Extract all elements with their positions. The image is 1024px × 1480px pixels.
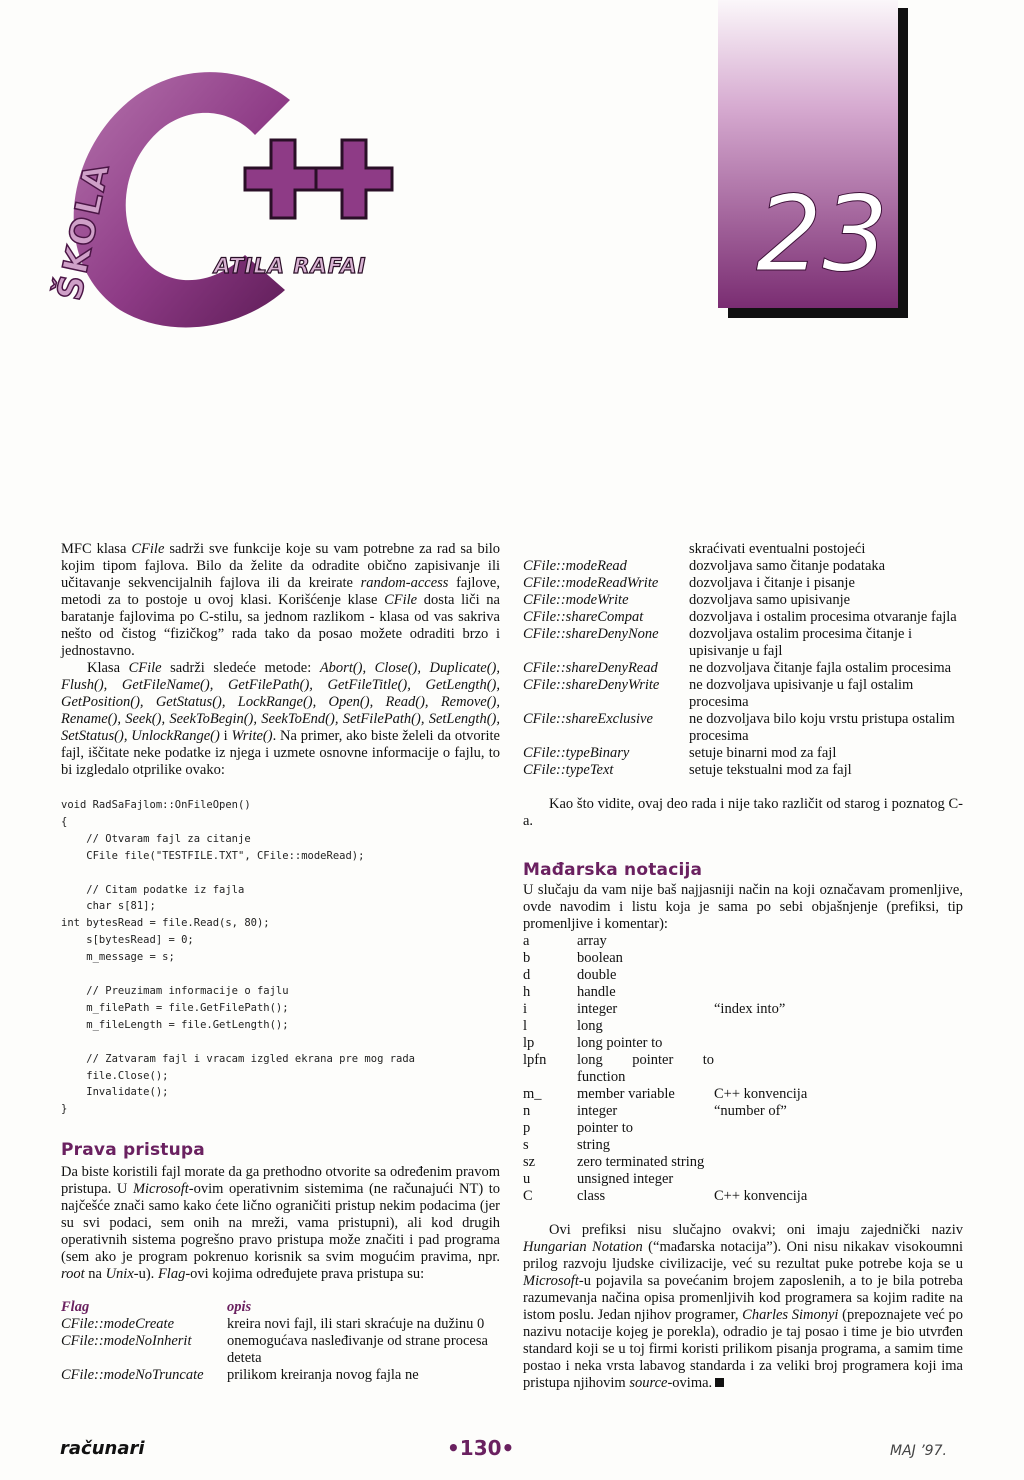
table-row	[523, 1086, 807, 1103]
mode-flag-name: CFile::shareCompat	[523, 609, 644, 625]
flag-name: CFile::modeNoTruncate	[61, 1367, 204, 1384]
table-row	[523, 1137, 807, 1154]
prefix-prefix: m_	[523, 1086, 542, 1102]
prefix-prefix: l	[523, 1018, 528, 1034]
mode-flag-name: CFile::shareExclusive	[523, 711, 653, 727]
mode-description: ne dozvoljava upisivanje u fajl ostalim procesima	[689, 677, 914, 710]
table-row	[523, 711, 963, 745]
flag-description: onemogućava nasleđivanje od strane procesa deteta	[227, 1333, 488, 1367]
plus-signs	[245, 140, 392, 218]
mode-flag-name: CFile::shareDenyWrite	[523, 677, 660, 693]
prefix-prefix: b	[523, 950, 531, 966]
table-row	[523, 762, 963, 779]
prefix-prefix: lpfn	[523, 1052, 547, 1068]
prefix-comment	[714, 984, 807, 1001]
prefix-type: integer	[577, 1103, 618, 1119]
table-row	[523, 745, 963, 762]
table-row	[523, 1052, 807, 1086]
prava-pristupa-paragraph: Da biste koristili fajl morate da ga prethodno otvorite sa određenim pravom pristupa. U Microsoft-ovim operativnim sistemima (ne računajući NT) to najčešće znači samo kako ćete lično ograničiti pristup nekim podacima (jer su svi podaci, sem onih na mreži, vama pristupni), ali kod drugih operativnih sistema pogrešno pravo pristupa može značiti i pad programa (sem ako je program pokrenuo korisnik sa svim mogućim pravima, npr. root na Unix-u). Flag-ovi kojima određujete prava pristupa su:	[61, 1164, 500, 1283]
prefix-comment: C++ konvencija	[714, 1086, 808, 1102]
mode-description: setuje binarni mod za fajl	[689, 745, 837, 761]
intro-paragraph-1: MFC klasa CFile sadrži sve funkcije koje su vam potrebne za rad sa bilo kojim tipom fajlova. Bilo da želite da odradite obično zapisivanje ili učitavanje sekvencijalnih fajlova ili da kreirate random-access fajlove, metodi za to postoje u ovoj klasi. Korišćenje klase CFile dosta liči na baratanje fajlovima po C-stilu, sa jednom razlikom - klasa od vas sakriva nešto od čistog “fizičkog” rada tako da posao možete odraditi brzo i jednostavno.	[61, 541, 501, 659]
flag-column-header: Flag	[61, 1299, 90, 1316]
prefix-type: unsigned integer	[577, 1171, 674, 1187]
mode-flag-name: CFile::shareDenyNone	[523, 626, 659, 642]
prefix-comment	[714, 1154, 807, 1171]
prefix-comment: “number of”	[714, 1103, 787, 1119]
footer-magazine-name: računari	[60, 1438, 145, 1459]
prefix-prefix: d	[523, 967, 531, 983]
prefix-prefix: sz	[523, 1154, 536, 1170]
skola-cpp-logo	[40, 40, 400, 330]
code-listing: void RadSaFajlom::OnFileOpen() { // Otvaram fajl za citanje CFile file("TESTFILE.TXT", CFile::modeRead); // Citam podatke iz fajla char s[81]; int bytesRead = file.Read(s, 80); s[bytesRead] = 0; m_message = s; // Preuzimam informacije o fajlu m_filePath = file.GetFilePath(); m_fileLength = file.GetLength(); // Zatvaram fajl i vracam izgled ekrana pre mog rada file.Close(); Invalidate(); }	[61, 799, 416, 1116]
issue-number: 23	[756, 173, 889, 295]
mode-description: dozvoljava samo upisivanje	[689, 592, 851, 608]
section-heading-prava-pristupa: Prava pristupa	[61, 1140, 205, 1161]
prefix-comment	[714, 950, 807, 967]
mode-flag-name: CFile::typeBinary	[523, 745, 630, 761]
end-of-article-mark	[715, 1378, 724, 1387]
notation-intro-paragraph: U slučaju da vam nije baš najjasniji način na koji označavam promenljive, ovde navodim i listu koja je sama po sebi objašnjenje (prefiksi, tip promenljive i komentar):	[523, 882, 963, 932]
prefix-prefix: s	[523, 1137, 529, 1153]
table-row	[523, 1188, 807, 1205]
prefix-comment	[714, 1171, 807, 1188]
prefix-comment	[714, 1137, 807, 1154]
table-row	[523, 984, 807, 1001]
prefix-prefix: u	[523, 1171, 531, 1187]
table-row	[61, 1333, 500, 1367]
prefix-comment: C++ konvencija	[714, 1188, 808, 1204]
flags-table-header	[61, 1299, 500, 1316]
prefix-prefix: p	[523, 1120, 531, 1136]
closing-text: Ovi prefiksi nisu slučajno ovakvi; oni imaju zajednički naziv Hungarian Notation (“mađarska notacija”). Oni nisu nikakav visokoumni prilog razvoju ljudske civilizacije, već su rezultat puke potrebe koja se u Microsoft-u pojavila sa povećanim brojem zaposlenih, a to je bila potreba razumevanja načina opisa promenljivih kod programera sa kojim radite na istom poslu. Jedan njihov programer, Charles Simonyi (prepoznajete već po nazivu notacije kojeg je porekla), odradio je taj posao i time je bio utvrđen standard koji se u toj firmi koristi prilikom pisanja programa, a samim time postao i neka vrsta labavog standarda i za veliki broj programera koji ima pristupa njihovim source-ovima.	[523, 1222, 964, 1391]
author-art: ATILA RAFAI	[214, 254, 367, 278]
prefix-comment	[714, 1120, 807, 1137]
table-row	[523, 1154, 807, 1171]
prefix-type: member variable	[577, 1086, 675, 1102]
mode-description: dozvoljava ostalim procesima čitanje i upisivanje u fajl	[689, 626, 913, 659]
mode-description: ne dozvoljava čitanje fajla ostalim procesima	[689, 660, 952, 676]
right-column	[523, 541, 963, 1392]
prefix-comment	[714, 967, 807, 984]
table-row	[523, 1120, 807, 1137]
prefix-type: handle	[577, 984, 616, 1000]
table-row	[61, 1367, 500, 1384]
prefix-type: long	[577, 1018, 603, 1034]
table-row	[523, 1001, 807, 1018]
prefix-type: long pointer to function	[577, 1052, 714, 1085]
mode-description: dozvoljava samo čitanje podataka	[689, 558, 886, 574]
mode-flag-name: CFile::shareDenyRead	[523, 660, 658, 676]
continuation-text: skraćivati eventualni postojeći	[689, 541, 866, 557]
table-row	[523, 1103, 807, 1120]
table-row	[523, 609, 963, 626]
prefix-prefix: C	[523, 1188, 533, 1204]
table-row	[523, 626, 963, 660]
series-title-art: ŠKOLA	[49, 157, 119, 304]
prefix-type: long pointer to	[577, 1035, 663, 1051]
modes-table	[523, 541, 963, 779]
table-row	[61, 1316, 500, 1333]
mode-description: setuje tekstualni mod za fajl	[689, 762, 852, 778]
intro-paragraph-2: Klasa CFile sadrži sledeće metode: Abort(), Close(), Duplicate(), Flush(), GetFileName(), GetFilePath(), GetFileTitle(), GetLength(), GetPosition(), GetStatus(), LockRange(), Open(), Read(), Remove(), Rename(), Seek(), SeekToBegin(), SeekToEnd(), SetFilePath(), SetLength(), SetStatus(), UnlockRange() i Write(). Na primer, ako biste želeli da otvorite fajl, iščitate neke podatke iz njega i uzmete osnovne informacije o fajlu, to bi izgledalo otprilike ovako:	[61, 660, 500, 778]
mode-flag-name: CFile::modeRead	[523, 558, 627, 574]
table-row	[523, 541, 963, 558]
mode-flag-name: CFile::typeText	[523, 762, 614, 778]
prefix-table	[523, 933, 807, 1205]
prefix-prefix: i	[523, 1001, 528, 1017]
table-row	[523, 1035, 807, 1052]
prefix-comment	[714, 1052, 807, 1086]
table-row	[523, 677, 963, 711]
section-heading-madjarska-notacija: Mađarska notacija	[523, 860, 703, 880]
table-row	[523, 558, 963, 575]
mode-description: ne dozvoljava bilo koju vrstu pristupa ostalim procesima	[689, 711, 955, 744]
table-row	[523, 660, 963, 677]
left-column	[61, 541, 500, 1384]
flag-name: CFile::modeNoInherit	[61, 1333, 192, 1350]
table-row	[523, 592, 963, 609]
prefix-type: integer	[577, 1001, 618, 1017]
table-row	[523, 933, 807, 950]
flag-description: prilikom kreiranja novog fajla ne	[227, 1367, 419, 1384]
issue-number-box	[718, 0, 908, 318]
prefix-type: pointer to	[577, 1120, 633, 1136]
prefix-comment	[714, 933, 807, 950]
prefix-comment	[714, 1018, 807, 1035]
prefix-type: class	[577, 1188, 606, 1204]
mode-flag-name: CFile::modeWrite	[523, 592, 629, 608]
flag-name: CFile::modeCreate	[61, 1316, 175, 1333]
table-row	[523, 967, 807, 984]
mode-description: dozvoljava i čitanje i pisanje	[689, 575, 855, 591]
table-row	[523, 950, 807, 967]
flag-description: kreira novi fajl, ili stari skraćuje na dužinu 0	[227, 1316, 485, 1333]
table-row	[523, 1171, 807, 1188]
prefix-comment	[714, 1035, 807, 1052]
prefix-type: string	[577, 1137, 611, 1153]
prefix-type: zero terminated string	[577, 1154, 705, 1170]
footer-page-number: •130•	[447, 1436, 515, 1460]
mode-description: dozvoljava i ostalim procesima otvaranje fajla	[689, 609, 957, 625]
after-modes-paragraph: Kao što vidite, ovaj deo rada i nije tako različit od starog i poznatog C-a.	[523, 796, 963, 829]
notation-closing-paragraph	[523, 1222, 963, 1392]
prefix-prefix: h	[523, 984, 531, 1000]
prefix-prefix: lp	[523, 1035, 535, 1051]
mode-flag-name: CFile::modeReadWrite	[523, 575, 659, 591]
prefix-prefix: n	[523, 1103, 531, 1119]
prefix-type: array	[577, 933, 607, 949]
footer-date: MAJ ’97.	[890, 1443, 947, 1459]
opis-column-header: opis	[227, 1299, 252, 1316]
prefix-comment: “index into”	[714, 1001, 786, 1017]
table-row	[523, 1018, 807, 1035]
table-row	[523, 575, 963, 592]
flags-table	[61, 1299, 500, 1384]
prefix-type: boolean	[577, 950, 623, 966]
prefix-type: double	[577, 967, 617, 983]
prefix-prefix: a	[523, 933, 530, 949]
